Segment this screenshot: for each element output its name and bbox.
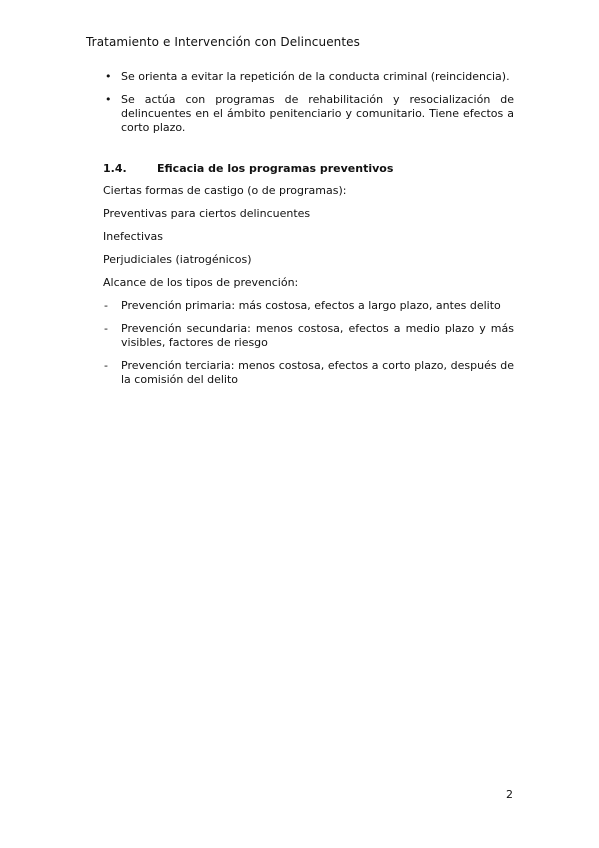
page-number: 2 bbox=[506, 788, 513, 801]
section-heading bbox=[103, 162, 514, 176]
dash-text: Prevención terciaria: menos costosa, efectos a corto plazo, después de la comisión del delito bbox=[121, 359, 514, 386]
dash-icon: - bbox=[104, 299, 108, 312]
dash-text: Prevención secundaria: menos costosa, efectos a medio plazo y más visibles, factores de riesgo bbox=[121, 322, 514, 349]
paragraph: Perjudiciales (iatrogénicos) bbox=[103, 253, 252, 266]
dash-icon: - bbox=[104, 359, 108, 372]
bullet-text: Se actúa con programas de rehabilitación y resocialización de delincuentes en el ámbito penitenciario y comunitario. Tiene efectos a corto plazo. bbox=[121, 93, 514, 134]
bullet-item bbox=[103, 70, 514, 84]
paragraph: Preventivas para ciertos delincuentes bbox=[103, 207, 311, 220]
dash-icon: - bbox=[104, 322, 108, 335]
dash-item bbox=[103, 359, 514, 387]
bullet-text: Se orienta a evitar la repetición de la conducta criminal (reincidencia). bbox=[121, 70, 510, 83]
dash-list bbox=[103, 299, 514, 387]
page-header: Tratamiento e Intervención con Delincuentes bbox=[86, 35, 361, 49]
bullet-icon: • bbox=[105, 70, 112, 83]
bullet-icon: • bbox=[105, 93, 112, 106]
section-title: Eficacia de los programas preventivos bbox=[157, 162, 394, 175]
bullet-list bbox=[103, 70, 514, 135]
paragraph: Alcance de los tipos de prevención: bbox=[103, 276, 299, 289]
section-number: 1.4. bbox=[103, 162, 127, 175]
dash-text: Prevención primaria: más costosa, efectos a largo plazo, antes delito bbox=[121, 299, 501, 312]
bullet-item bbox=[103, 93, 514, 135]
paragraph: Inefectivas bbox=[103, 230, 164, 243]
paragraph: Ciertas formas de castigo (o de programas): bbox=[103, 184, 347, 197]
document-body bbox=[103, 70, 514, 396]
dash-item bbox=[103, 299, 514, 313]
dash-item bbox=[103, 322, 514, 350]
